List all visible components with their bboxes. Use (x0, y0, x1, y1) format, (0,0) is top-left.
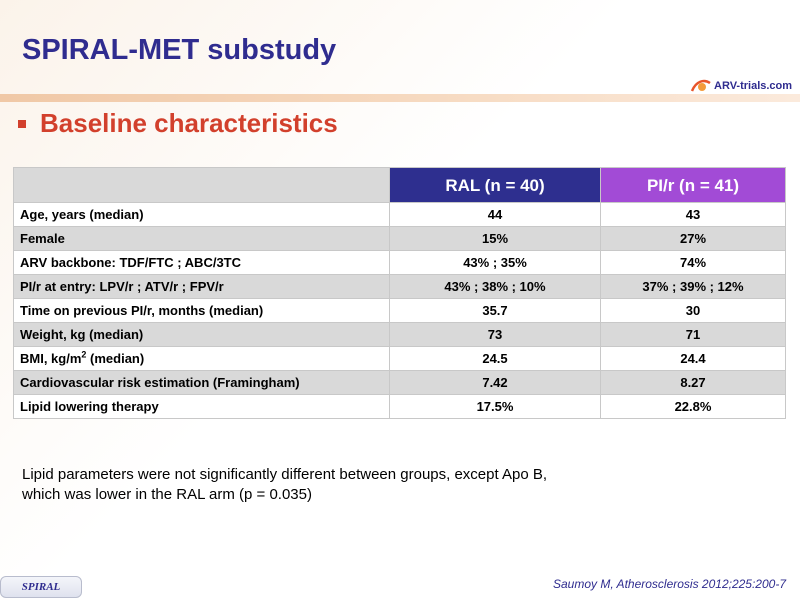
arv-trials-logo (690, 76, 792, 96)
ral-value: 15% (390, 227, 601, 251)
bullet-square-icon (18, 120, 26, 128)
table-row (14, 227, 786, 251)
pir-value: 27% (601, 227, 786, 251)
table-row (14, 395, 786, 419)
pir-value: 43 (601, 203, 786, 227)
table-row (14, 371, 786, 395)
ral-value: 17.5% (390, 395, 601, 419)
pir-value: 24.4 (601, 347, 786, 371)
spiral-study-tag: SPIRAL (0, 576, 82, 598)
baseline-characteristics-table (13, 167, 786, 419)
row-label (14, 347, 390, 371)
table-row (14, 275, 786, 299)
row-label: Cardiovascular risk estimation (Framingham) (14, 371, 390, 395)
table-row (14, 299, 786, 323)
ral-value: 43% ; 38% ; 10% (390, 275, 601, 299)
swoosh-logo-icon (690, 77, 712, 95)
citation: Saumoy M, Atherosclerosis 2012;225:200-7 (552, 577, 786, 591)
footnote-line-1: Lipid parameters were not significantly different between groups, except Apo B, (22, 466, 548, 483)
row-label: Time on previous PI/r, months (median) (14, 299, 390, 323)
ral-value: 73 (390, 323, 601, 347)
row-label: PI/r at entry: LPV/r ; ATV/r ; FPV/r (14, 275, 390, 299)
header-blank-cell (14, 168, 390, 203)
pir-value: 71 (601, 323, 786, 347)
bmi-label-superscript: 2 (81, 349, 87, 360)
slide-title: SPIRAL-MET substudy (22, 34, 337, 66)
section-heading (18, 108, 338, 139)
footnote-text (22, 465, 662, 505)
ral-value: 44 (390, 203, 601, 227)
table-row (14, 251, 786, 275)
row-label: Female (14, 227, 390, 251)
table-row (14, 347, 786, 371)
row-label: Age, years (median) (14, 203, 390, 227)
logo-text: ARV-trials.com (714, 80, 793, 92)
pir-value: 30 (601, 299, 786, 323)
title-divider (0, 94, 800, 102)
header-pir: PI/r (n = 41) (601, 168, 786, 203)
bmi-label-prefix: BMI, kg/m (20, 351, 82, 366)
pir-value: 22.8% (601, 395, 786, 419)
table-header-row (14, 168, 786, 203)
pir-value: 74% (601, 251, 786, 275)
ral-value: 24.5 (390, 347, 601, 371)
bmi-label-suffix: (median) (86, 351, 145, 366)
section-heading-text: Baseline characteristics (40, 108, 338, 138)
pir-value: 37% ; 39% ; 12% (601, 275, 786, 299)
row-label: Weight, kg (median) (14, 323, 390, 347)
ral-value: 7.42 (390, 371, 601, 395)
row-label: ARV backbone: TDF/FTC ; ABC/3TC (14, 251, 390, 275)
ral-value: 43% ; 35% (390, 251, 601, 275)
row-label: Lipid lowering therapy (14, 395, 390, 419)
table-row (14, 323, 786, 347)
ral-value: 35.7 (390, 299, 601, 323)
table-row (14, 203, 786, 227)
pir-value: 8.27 (601, 371, 786, 395)
header-ral: RAL (n = 40) (390, 168, 601, 203)
footnote-line-2: which was lower in the RAL arm (p = 0.035) (22, 486, 312, 503)
